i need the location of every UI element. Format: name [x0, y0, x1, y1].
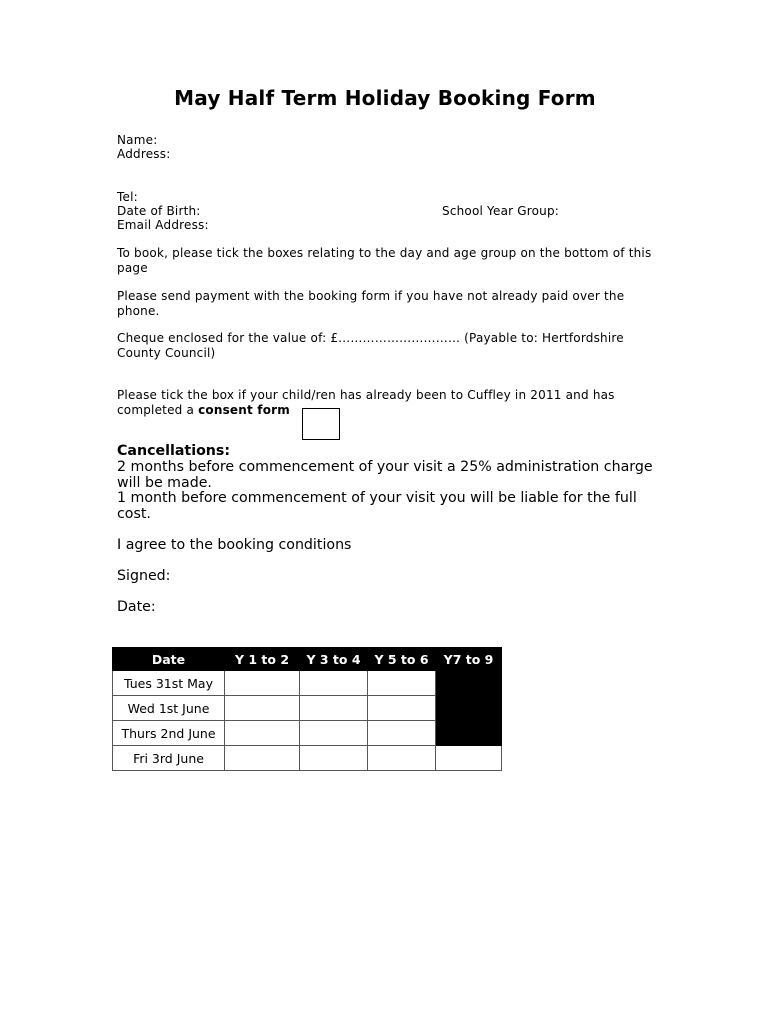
consent-instructions	[117, 388, 657, 417]
form-title: May Half Term Holiday Booking Form	[174, 86, 596, 110]
row-date: Fri 3rd June	[113, 746, 225, 771]
payment-instructions: Please send payment with the booking form if you have not already paid over the phone.	[117, 289, 625, 318]
unavailable-cell	[436, 721, 502, 746]
unavailable-cell	[436, 696, 502, 721]
cancellations-heading: Cancellations:	[117, 443, 231, 459]
name-label: Name:	[117, 133, 158, 147]
tick-cell[interactable]	[300, 721, 368, 746]
tick-cell[interactable]	[225, 721, 300, 746]
booking-table	[112, 647, 502, 771]
header-y1-2: Y 1 to 2	[225, 648, 300, 671]
header-y7-9: Y7 to 9	[436, 648, 502, 671]
consent-text: Please tick the box if your child/ren has already been to Cuffley in 2011 and has completed a	[117, 388, 615, 417]
header-date: Date	[113, 648, 225, 671]
email-label: Email Address:	[117, 218, 209, 232]
unavailable-cell	[436, 671, 502, 696]
table-row	[113, 746, 502, 771]
cancellation-line-1: 2 months before commencement of your visit a 25% administration charge will be made.	[117, 459, 653, 491]
date-label: Date:	[117, 599, 156, 615]
tel-label: Tel:	[117, 190, 138, 204]
table-row	[113, 721, 502, 746]
agree-statement: I agree to the booking conditions	[117, 537, 352, 553]
dob-label: Date of Birth:	[117, 204, 201, 218]
tick-cell[interactable]	[225, 671, 300, 696]
tick-cell[interactable]	[436, 746, 502, 771]
tick-cell[interactable]	[300, 671, 368, 696]
tick-cell[interactable]	[368, 721, 436, 746]
signed-label: Signed:	[117, 568, 171, 584]
tick-instructions: To book, please tick the boxes relating to the day and age group on the bottom of this page	[117, 246, 652, 275]
consent-form-label: consent form	[198, 402, 290, 417]
school-year-label: School Year Group:	[442, 204, 560, 218]
tick-cell[interactable]	[368, 696, 436, 721]
table-row	[113, 671, 502, 696]
cancellation-line-2: 1 month before commencement of your visit you will be liable for the full cost.	[117, 490, 637, 522]
cheque-instructions: Cheque enclosed for the value of: £………………………… (Payable to: Hertfordshire County Council)	[117, 331, 624, 360]
tick-cell[interactable]	[300, 696, 368, 721]
table-header-row	[113, 648, 502, 671]
tick-cell[interactable]	[368, 746, 436, 771]
tick-cell[interactable]	[368, 671, 436, 696]
row-date: Tues 31st May	[113, 671, 225, 696]
header-y3-4: Y 3 to 4	[300, 648, 368, 671]
header-y5-6: Y 5 to 6	[368, 648, 436, 671]
tick-cell[interactable]	[300, 746, 368, 771]
row-date: Thurs 2nd June	[113, 721, 225, 746]
consent-tick-box[interactable]	[302, 408, 340, 440]
row-date: Wed 1st June	[113, 696, 225, 721]
tick-cell[interactable]	[225, 746, 300, 771]
address-label: Address:	[117, 147, 171, 161]
tick-cell[interactable]	[225, 696, 300, 721]
table-row	[113, 696, 502, 721]
